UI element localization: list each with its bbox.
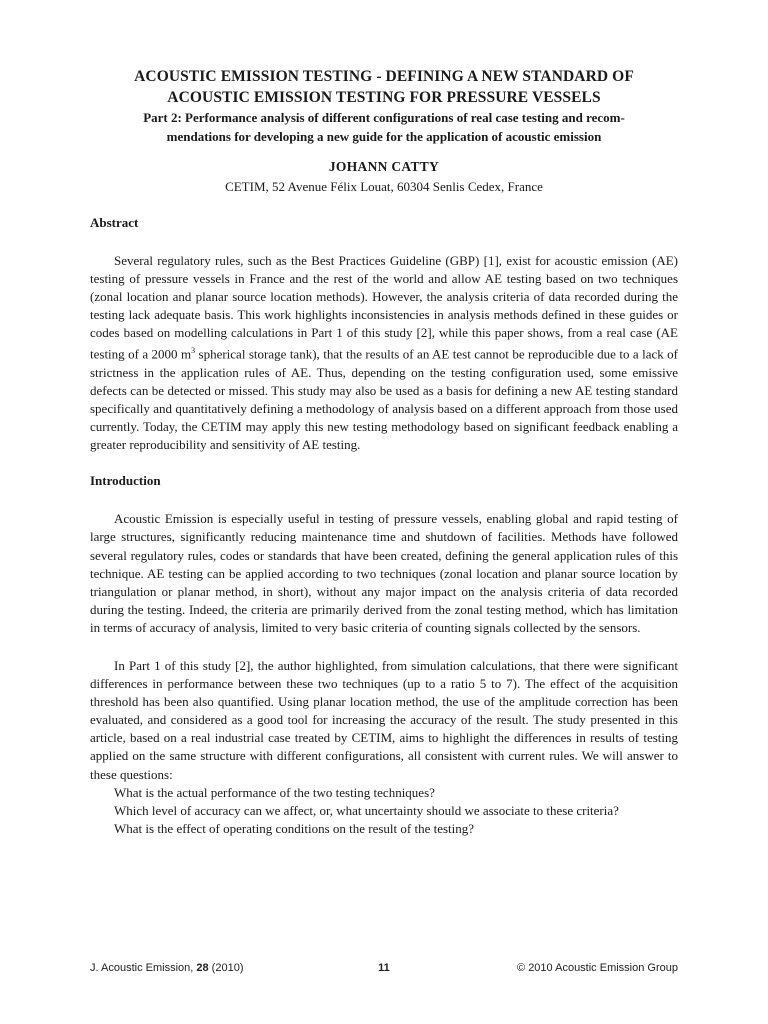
abstract-text	[90, 252, 678, 454]
page-footer	[90, 962, 678, 978]
paper-page	[90, 66, 678, 838]
journal-year: (2010)	[208, 962, 244, 974]
subtitle-line-1: Part 2: Performance analysis of different configurations of real case testing and recom-	[143, 110, 625, 125]
abstract-text-part1: Several regulatory rules, such as the Best Practices Guideline (GBP) [1], exist for acoustic emission (AE) testing of pressure vessels in France and the rest of the world and allow AE testing based on two techniques (zonal location and planar source location methods). However, the analysis criteria of data recorded during the testing lack adequate basis. This work highlights inconsistencies in analysis methods defined in these guides or codes based on modelling calculations in Part 1 of this study [2], while this paper shows, from a real case (AE testing of a 2000 m	[90, 253, 678, 362]
introduction-paragraph-1: Acoustic Emission is especially useful in testing of pressure vessels, enabling global and rapid testing of large structures, significantly reducing maintenance time and shutdown of facilities. Methods have followed several regulatory rules, codes or standards that have been created, defining the general application rules of this technique. AE testing can be applied according to two techniques (zonal location and planar source location by triangulation or planar method, in short), without any major impact on the analysis criteria of data recorded during the testing. Indeed, the criteria are primarily derived from the zonal testing method, which has limitation in terms of accuracy of analysis, limited to very basic criteria of counting signals collected by the sensors.	[90, 511, 678, 635]
author-name: JOHANN CATTY	[328, 159, 440, 174]
journal-name: J. Acoustic Emission,	[90, 962, 197, 974]
question-3: What is the effect of operating conditions on the result of the testing?	[114, 820, 475, 836]
introduction-heading: Introduction	[90, 473, 161, 489]
title-line-2: ACOUSTIC EMISSION TESTING FOR PRESSURE VESSELS	[167, 89, 601, 106]
page-number: 11	[378, 962, 390, 974]
introduction-paragraph-2: In Part 1 of this study [2], the author highlighted, from simulation calculations, that there were significant differences in performance between these two techniques (up to a ratio 5 to 7). The effect of the acquisition threshold has been also quantified. Using planar location method, the use of the amplitude correction has been evaluated, and considered as a good tool for increasing the accuracy of the result. The study presented in this article, based on a real industrial case treated by CETIM, aims to highlight the differences in results of testing applied on the same structure with different configurations, all consistent with current rules. We will answer to these questions:	[90, 658, 678, 782]
copyright-notice: © 2010 Acoustic Emission Group	[517, 962, 678, 974]
journal-volume: 28	[196, 962, 209, 974]
question-1: What is the actual performance of the two testing techniques?	[114, 784, 435, 800]
abstract-superscript: 3	[191, 346, 196, 356]
author-affiliation: CETIM, 52 Avenue Félix Louat, 60304 Senlis Cedex, France	[225, 179, 543, 194]
title-line-1: ACOUSTIC EMISSION TESTING - DEFINING A NEW STANDARD OF	[134, 68, 634, 85]
abstract-heading: Abstract	[90, 215, 139, 230]
subtitle-line-2: mendations for developing a new guide for the application of acoustic emission	[166, 129, 602, 144]
question-2: Which level of accuracy can we affect, or, what uncertainty should we associate to these criteria?	[114, 802, 619, 818]
abstract-text-part2: spherical storage tank), that the results of an AE test cannot be reproducible due to a lack of strictness in the application rules of AE. Thus, depending on the testing configuration used, some emissive defects can be detected or missed. This study may also be used as a basis for defining a new AE testing standard specifically and quantitatively defining a methodology of analysis based on a different approach from those used currently. Today, the CETIM may apply this new testing methodology based on significant feedback enabling a greater reproducibility and sensitivity of AE testing.	[90, 346, 678, 453]
